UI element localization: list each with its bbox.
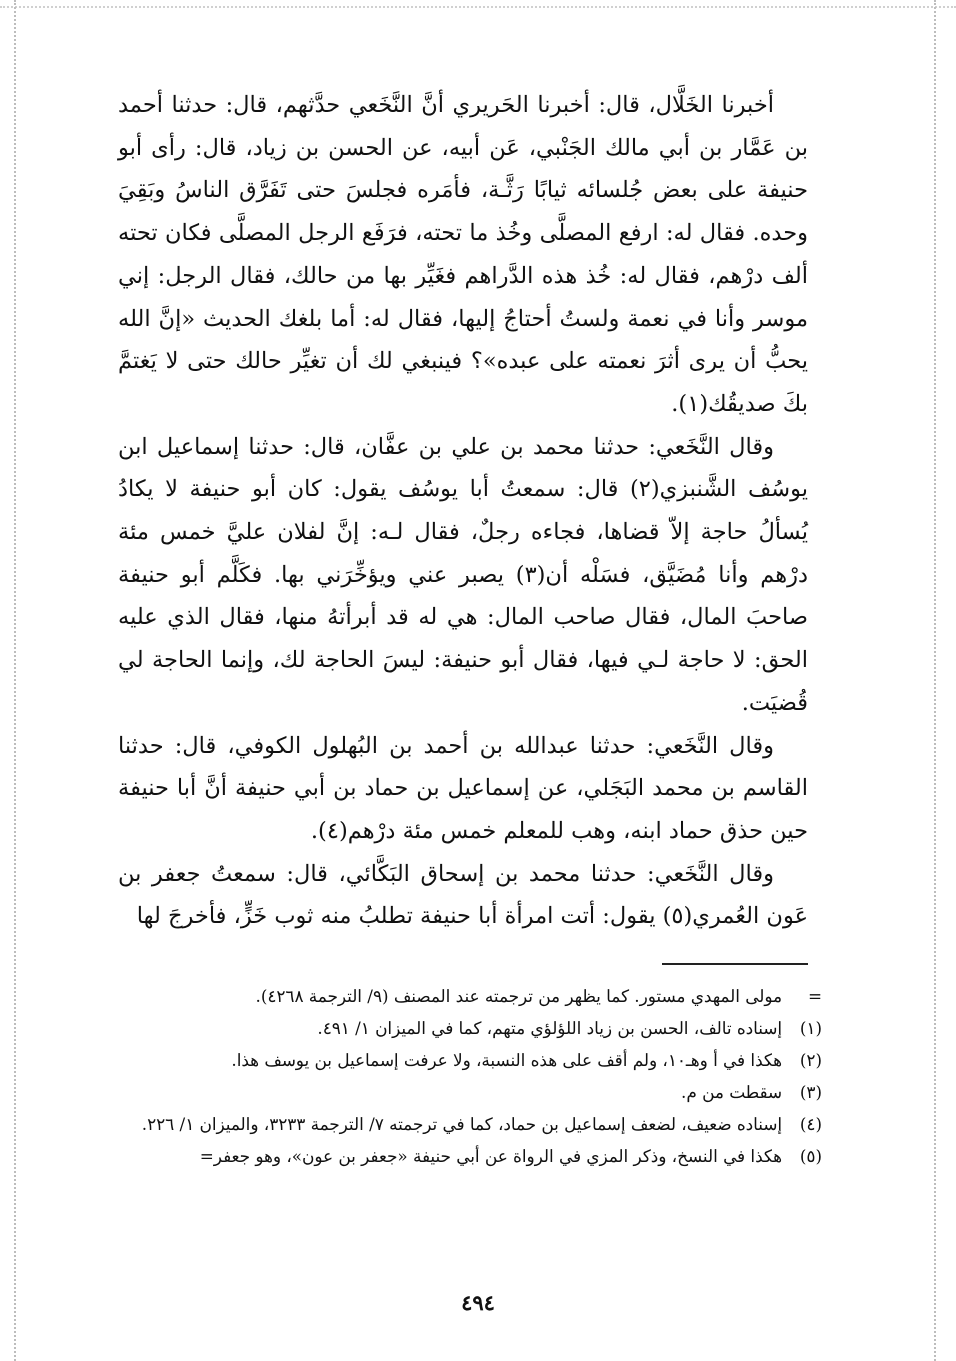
footnote-marker: (٤) (799, 1114, 822, 1134)
paragraph-1: أخبرنا الخَلَّال، قال: أخبرنا الحَريري أنَّ النَّخَعي حدَّثهم، قال: حدثنا أحمد بن عَمَّار بن أبي مالك الجَنْبي، عَن أبيه، عن الحسن بن زياد، قال: رأى أبو حنيفة على بعض جُلسائه ثيابًا رَثَّـة، فأمَره فجلسَ حتى تَفَرَّق الناسُ وبَقِيَ وحده. فقال له: ارفع المصلَّى وخُذ ما تحته، فرَفَع الرجل المصلَّى فكان تحته ألف درْهم، فقال له: خُذ هذه الدَّراهم فغَيِّر بها من حالك، فقال الرجل: إني موسر وأنا في نعمة ولستُ أحتاجُ إليها، فقال له: أما بلغك الحديث «إنَّ الله يحبُّ أن يرى أثرَ نعمته على عبده»؟ فينبغي لك أن تغيِّر حالك حتى لا يَغتمَّ بكَ صديقُك(١). (118, 92, 808, 417)
paragraph-4: وقال النَّخَعي: حدثنا محمد بن إسحاق البَكَّائي، قال: سمعتُ جعفر بن عَون العُمري(٥) يقول: أتت امرأة أبا حنيفة تطلبُ منه ثوب خَزٍّ، فأخرجَ لها (118, 860, 808, 930)
footnote-4 (118, 1108, 822, 1140)
page-number: ٤٩٤ (461, 1290, 495, 1315)
scan-edge-right (934, 0, 936, 1361)
footnote-text: سقطت من م. (681, 1082, 782, 1102)
footnote-5 (118, 1140, 822, 1172)
footnote-marker: (١) (799, 1018, 822, 1038)
footnote-separator (662, 963, 808, 965)
paragraph-3: وقال النَّخَعي: حدثنا عبدالله بن أحمد بن البُهلول الكوفي، قال: حدثنا القاسم بن محمد البَجَلي، عن إسماعيل بن حماد بن أبي حنيفة أنَّ أبا حنيفة حين حذق حماد ابنه، وهب للمعلم خمس مئة درْهم(٤). (118, 732, 808, 844)
footnote-1 (118, 1012, 822, 1044)
footnote-marker: (٥) (799, 1146, 822, 1166)
footnote-marker: = (807, 986, 822, 1006)
main-text (118, 84, 808, 938)
footnote-text: مولى المهدي مستور. كما يظهر من ترجمته عند المصنف (٩/ الترجمة ٤٢٦٨). (255, 986, 782, 1006)
scan-edge-left (14, 0, 16, 1361)
footnote-2 (118, 1044, 822, 1076)
footnote-text: إسناده ضعيف، لضعف إسماعيل بن حماد، كما في ترجمته ٧/ الترجمة ٣٢٣٣، والميزان ١/ ٢٢٦. (141, 1114, 782, 1134)
footnote-marker: (٣) (799, 1082, 822, 1102)
scan-edge-top (0, 6, 956, 8)
footnote-text: هكذا في النسخ، وذكر المزي في الرواة عن أبي حنيفة «جعفر بن عون»، وهو جعفر= (199, 1146, 782, 1166)
footnote-text: هكذا في أ وهـ١٠، ولم أقف على هذه النسبة، ولا عرفت إسماعيل بن يوسف هذا. (231, 1050, 782, 1070)
footnotes (118, 980, 822, 1172)
paragraph-2: وقال النَّخَعي: حدثنا محمد بن علي بن عفَّان، قال: حدثنا إسماعيل ابن يوسُف الشَّنبزي(٢) قال: سمعتُ أبا يوسُف يقول: كان أبو حنيفة لا يكادُ يُسألُ حاجة إلاّ قضاها، فجاءه رجلٌ، فقال لـه: إنَّ لفلان عليَّ خمس مئة درْهم وأنا مُضَيَّق، فسَلْه أن(٣) يصبر عني ويؤخِّرَني بها. فكَلَّم أبو حنيفة صاحبَ المال، فقال صاحب المال: هي له قد أبرأتهُ منها، فقال الذي عليه الحق: لا حاجة لـي فيها، فقال أبو حنيفة: ليسَ الحاجة لك، وإنما الحاجة لي قُضيَت. (118, 433, 808, 716)
footnote-marker: (٢) (799, 1050, 822, 1070)
footnote-3 (118, 1076, 822, 1108)
footnote-continuation (118, 980, 822, 1012)
footnote-text: إسناده تالف، الحسن بن زياد اللؤلؤي متهم، كما في الميزان ١/ ٤٩١. (317, 1018, 782, 1038)
